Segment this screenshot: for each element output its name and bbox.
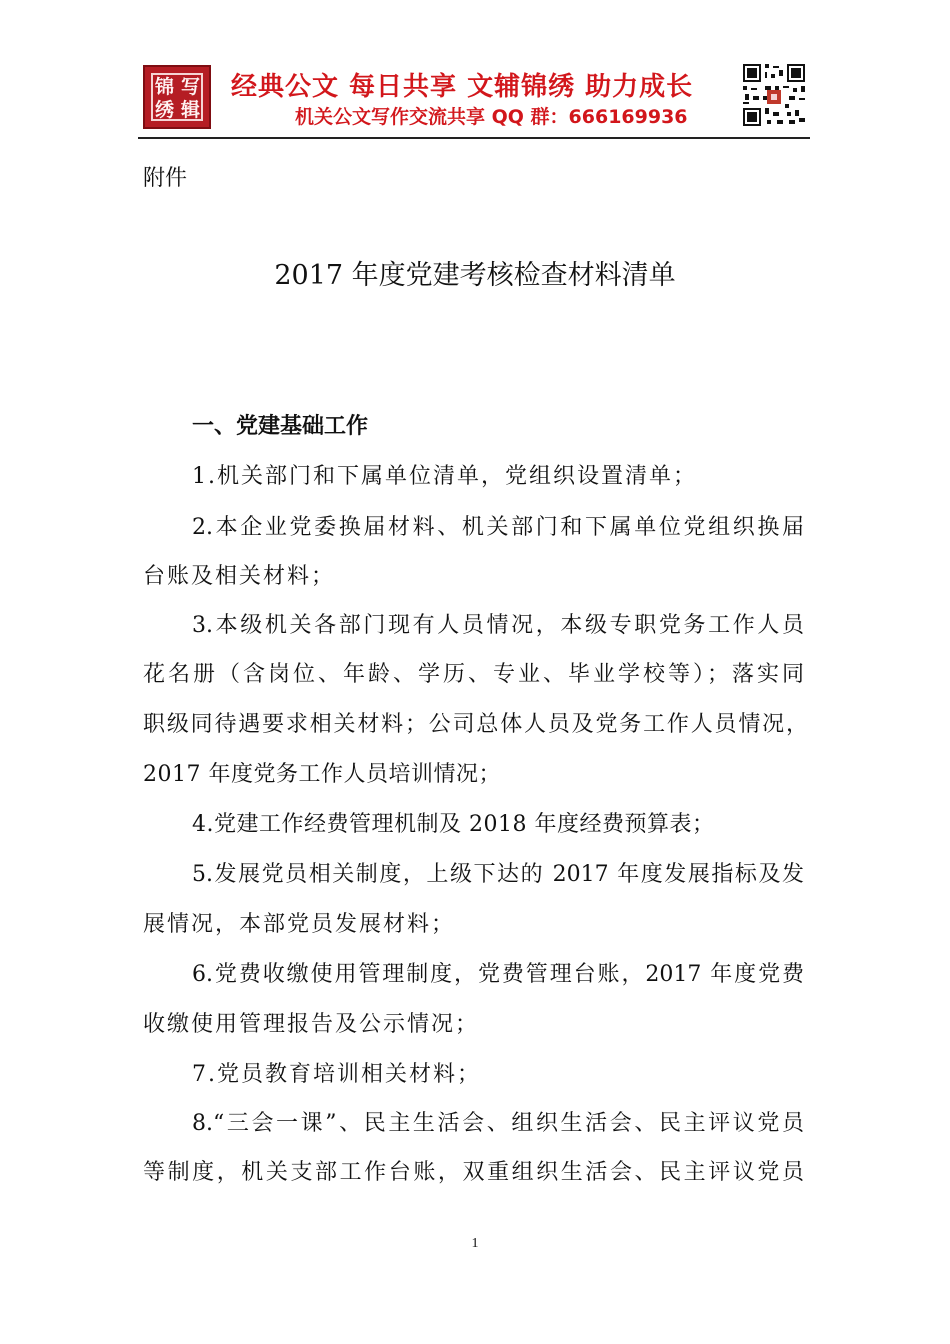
- logo-char: 写: [181, 76, 201, 98]
- list-item: 2.本企业党委换届材料、机关部门和下属单位党组织换届: [192, 515, 804, 540]
- logo-char: 绣: [155, 99, 175, 121]
- attachment-label: 附件: [143, 166, 188, 191]
- list-item-continued: 职级同待遇要求相关材料；公司总体人员及党务工作人员情况，: [143, 712, 808, 737]
- list-item: 6.党费收缴使用管理制度，党费管理台账，2017 年度党费: [192, 962, 804, 987]
- list-item: 7.党员教育培训相关材料；: [192, 1062, 481, 1087]
- section-heading: 一、党建基础工作: [192, 414, 369, 439]
- list-item-continued: 等制度，机关支部工作台账，双重组织生活会、民主评议党员: [143, 1160, 804, 1185]
- list-item: 4.党建工作经费管理机制及 2018 年度经费预算表；: [192, 812, 715, 837]
- header-slogan: 经典公文 每日共享 文辅锦绣 助力成长: [231, 72, 694, 102]
- list-item-continued: 收缴使用管理报告及公示情况；: [143, 1012, 480, 1037]
- list-item: 1.机关部门和下属单位清单，党组织设置清单；: [192, 464, 697, 489]
- logo-char: 辑: [181, 99, 201, 121]
- header-qq-line: 机关公文写作交流共享 QQ 群：666169936: [295, 106, 688, 128]
- list-item-continued: 2017 年度党务工作人员培训情况；: [143, 762, 501, 787]
- list-item-continued: 花名册（含岗位、年龄、学历、专业、毕业学校等）；落实同: [143, 662, 804, 687]
- list-item-continued: 展情况，本部党员发展材料；: [143, 912, 456, 937]
- document-header: [143, 62, 807, 136]
- brand-logo: [143, 65, 211, 129]
- qr-code-icon: [741, 62, 807, 128]
- list-item: 8.“三会一课”、民主生活会、组织生活会、民主评议党员: [192, 1111, 804, 1136]
- logo-char: 锦: [155, 76, 175, 98]
- list-item-continued: 台账及相关材料；: [143, 564, 336, 589]
- header-rule: [138, 137, 810, 139]
- document-title: 2017 年度党建考核检查材料清单: [274, 260, 676, 291]
- list-item: 5.发展党员相关制度，上级下达的 2017 年度发展指标及发: [192, 862, 804, 887]
- page-number: 1: [471, 1236, 479, 1251]
- list-item: 3.本级机关各部门现有人员情况，本级专职党务工作人员: [192, 613, 804, 638]
